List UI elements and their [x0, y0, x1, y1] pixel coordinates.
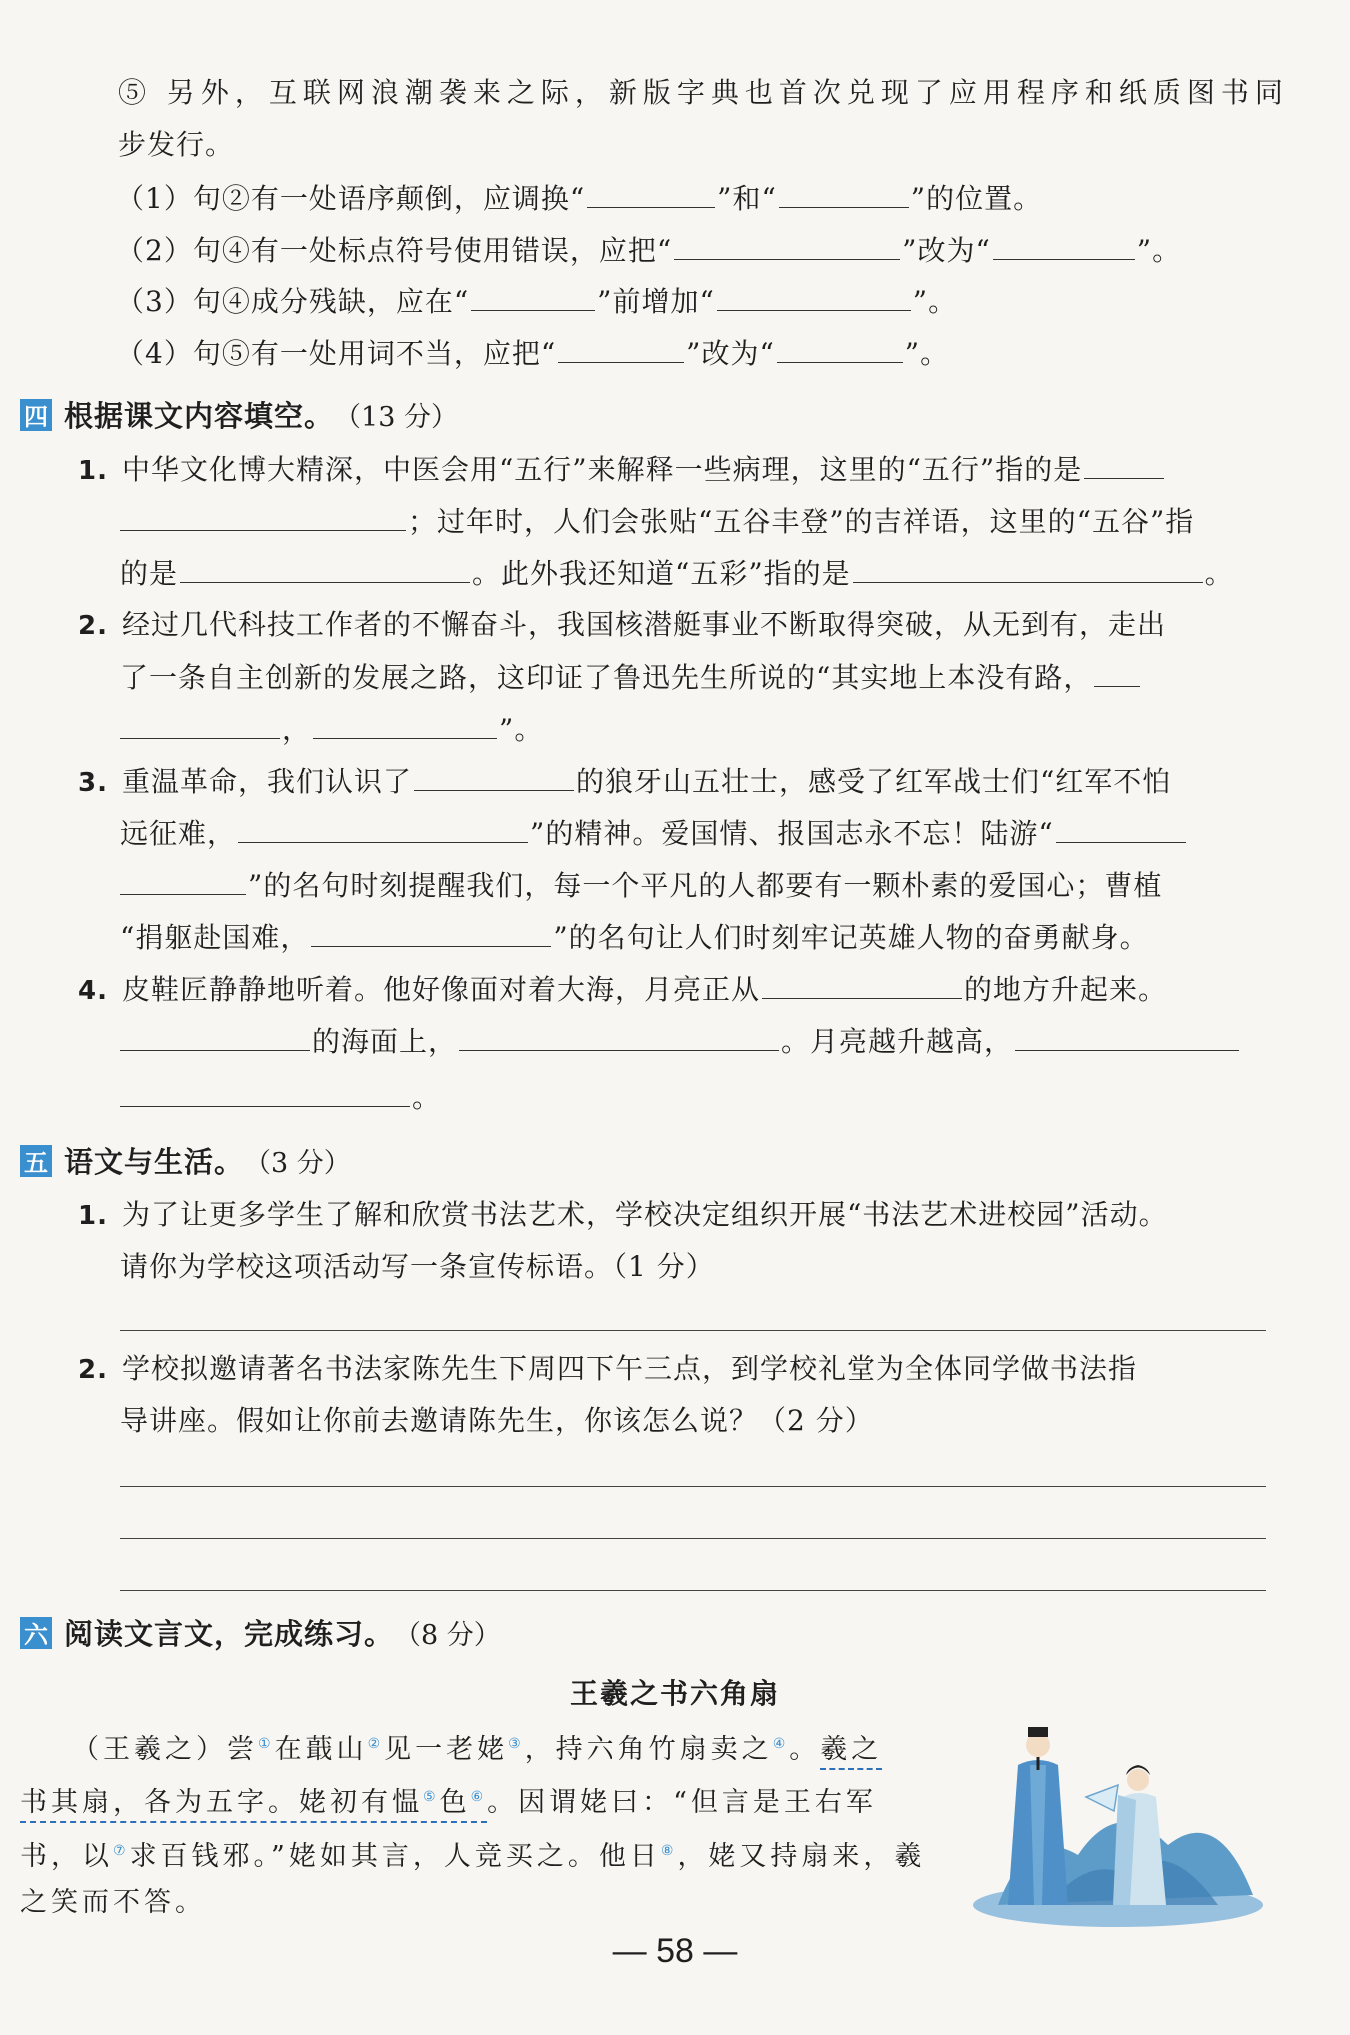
s4-item-2-blank-1[interactable] [1094, 660, 1140, 687]
s4-item-3-text-2b: ”的精神。爱国情、报国志永不忘！陆游“ [530, 817, 1054, 850]
section-4-title: 根据课文内容填空。 [64, 399, 335, 433]
underlined-sentence: 羲之 [820, 1734, 882, 1770]
s4-item-4-blank-4[interactable] [1015, 1024, 1239, 1051]
q1-text-b: ”和“ [717, 182, 777, 215]
s4-item-3-text-4a: “捐躯赴国难， [120, 921, 310, 954]
footnote-marker[interactable]: ① [258, 1736, 275, 1752]
passage-line-2 [20, 1780, 877, 1820]
s4-item-3-line-4 [120, 920, 1149, 955]
s4-item-4-blank-3[interactable] [459, 1024, 779, 1051]
q4-text-c: ”。 [904, 337, 950, 370]
s4-item-3-line-2 [120, 816, 1188, 851]
section-6-title: 阅读文言文，完成练习。 [64, 1617, 395, 1651]
s5-item-2-line-1 [78, 1352, 1137, 1387]
s4-item-2-text-3b: ”。 [499, 713, 544, 746]
s4-item-3-number: 3. [78, 768, 108, 798]
s5-item-2-text-1: 学校拟邀请著名书法家陈先生下周四下午三点，到学校礼堂为全体同学做书法指 [121, 1352, 1137, 1385]
s5-item-1-line-1 [78, 1198, 1168, 1233]
q2-blank-1[interactable] [674, 233, 900, 260]
s4-item-3-blank-3b[interactable] [120, 868, 246, 895]
passage-line-4: 之笑而不答。 [20, 1887, 206, 1918]
footnote-marker[interactable]: ⑥ [470, 1789, 488, 1805]
passage-text: ，姥又持扇来，羲 [677, 1841, 926, 1872]
s4-item-3-blank-1[interactable] [414, 764, 574, 791]
s4-item-4-blank-2[interactable] [120, 1024, 310, 1051]
q4-blank-2[interactable] [777, 336, 903, 363]
q3-text-c: ”。 [912, 285, 958, 318]
question-2 [116, 233, 1181, 268]
s4-item-4-text-2a: 的海面上， [312, 1025, 458, 1058]
passage-text: 书，以 [20, 1841, 113, 1872]
s5-item-2-answer-line-1[interactable] [120, 1486, 1266, 1487]
s4-item-3-blank-3[interactable] [1056, 816, 1186, 843]
s5-item-1-answer-line[interactable] [120, 1330, 1266, 1331]
section-6-badge: 六 [20, 1617, 52, 1649]
passage-text: 在蕺山 [274, 1734, 368, 1765]
q3-blank-2[interactable] [717, 284, 911, 311]
s4-item-3-text-2a: 远征难， [120, 817, 237, 850]
s4-item-1-text-3b: 。此外我还知道“五彩”指的是 [472, 557, 851, 590]
s4-item-1-blank-1b[interactable] [120, 504, 406, 531]
s4-item-1-blank-2[interactable] [180, 556, 470, 583]
section-6-points: （8 分） [394, 1620, 501, 1651]
s4-item-1-line-1 [78, 452, 1166, 488]
s4-item-4-text-1b: 的地方升起来。 [963, 973, 1167, 1006]
passage-line-1 [72, 1727, 882, 1767]
s4-item-4-number: 4. [78, 976, 108, 1006]
s4-item-4-line-2 [120, 1024, 1241, 1059]
s4-item-4-blank-4b[interactable] [120, 1080, 410, 1107]
question-1 [116, 181, 1042, 216]
q3-blank-1[interactable] [471, 284, 595, 311]
s4-item-1-blank-1[interactable] [1084, 452, 1164, 479]
s4-item-2-text-2: 了一条自主创新的发展之路，这印证了鲁迅先生所说的“其实地上本没有路， [120, 661, 1093, 694]
footnote-marker[interactable]: ⑧ [660, 1843, 678, 1859]
s5-item-1-text-1: 为了让更多学生了解和欣赏书法艺术，学校决定组织开展“书法艺术进校园”活动。 [121, 1198, 1168, 1231]
s4-item-2-line-3 [120, 712, 543, 747]
passage-text: 色 [439, 1787, 471, 1818]
illustration-wang-xizhi-and-old-woman [968, 1705, 1268, 1930]
s4-item-4-line-3 [120, 1080, 441, 1115]
page-number: — 58 — [612, 1932, 738, 1970]
passage-text: 求百钱邪。”姥如其言，人竞买之。他日 [129, 1841, 661, 1872]
q1-text-c: ”的位置。 [910, 182, 1043, 215]
passage-text: 见一老姥 [384, 1734, 509, 1765]
q3-text-a: （3）句④成分残缺，应在“ [116, 285, 470, 318]
q1-blank-2[interactable] [779, 181, 909, 208]
s5-item-1-number: 1. [78, 1201, 108, 1231]
s4-item-2-text-1: 经过几代科技工作者的不懈奋斗，我国核潜艇事业不断取得突破，从无到有，走出 [121, 608, 1166, 641]
passage-text: ，持六角竹扇卖之 [524, 1734, 773, 1765]
q2-text-c: ”。 [1136, 234, 1182, 267]
s5-item-2-line-2: 导讲座。假如让你前去邀请陈先生，你该怎么说？（2 分） [120, 1404, 874, 1437]
q1-text-a: （1）句②有一处语序颠倒，应调换“ [116, 182, 586, 215]
q2-text-b: ”改为“ [902, 234, 991, 267]
passage-text: 。因谓姥曰：“但言是王右军 [487, 1787, 877, 1818]
s4-item-3-text-1a: 重温革命，我们认识了 [121, 765, 412, 798]
footnote-marker[interactable]: ⑤ [423, 1789, 440, 1805]
s4-item-2-line-2 [120, 660, 1142, 695]
section-4-points: （13 分） [334, 402, 458, 433]
s4-item-4-blank-1[interactable] [762, 972, 962, 999]
section-5-points: （3 分） [244, 1148, 351, 1179]
sentence-5-line-1: ⑤ 另外，互联网浪潮袭来之际，新版字典也首次兑现了应用程序和纸质图书同 [118, 76, 1289, 109]
q1-blank-1[interactable] [587, 181, 715, 208]
s4-item-2-blank-1b[interactable] [120, 712, 280, 739]
s4-item-1-line-3 [120, 556, 1234, 591]
s4-item-2-line-1 [78, 608, 1166, 643]
s4-item-1-text-1: 中华文化博大精深，中医会用“五行”来解释一些病理，这里的“五行”指的是 [121, 453, 1083, 486]
s4-item-2-blank-2[interactable] [313, 712, 497, 739]
s4-item-1-text-3c: 。 [1204, 557, 1234, 590]
s5-item-2-answer-line-2[interactable] [120, 1538, 1266, 1539]
section-4-badge: 四 [20, 399, 52, 431]
section-5-badge: 五 [20, 1145, 52, 1177]
s5-item-1-line-2: 请你为学校这项活动写一条宣传标语。（1 分） [120, 1250, 715, 1283]
section-5-header [20, 1140, 351, 1181]
s4-item-3-text-3: ”的名句时刻提醒我们，每一个平凡的人都要有一颗朴素的爱国心；曹植 [248, 869, 1163, 902]
s4-item-3-text-1b: 的狼牙山五壮士，感受了红军战士们“红军不怕 [575, 765, 1172, 798]
underlined-sentence [20, 1787, 487, 1823]
passage-line-3 [20, 1834, 925, 1874]
s4-item-1-number: 1. [78, 456, 108, 486]
s4-item-3-line-1 [78, 764, 1171, 800]
passage-text: 。 [789, 1734, 821, 1765]
s4-item-1-text-2: ；过年时，人们会张贴“五谷丰登”的吉祥语，这里的“五谷”指 [408, 505, 1195, 538]
footnote-marker[interactable]: ③ [508, 1736, 525, 1752]
sentence-5-line-2: 步发行。 [118, 128, 235, 161]
s4-item-3-blank-2[interactable] [238, 816, 528, 843]
section-5-title: 语文与生活。 [64, 1145, 245, 1179]
q2-text-a: （2）句④有一处标点符号使用错误，应把“ [116, 234, 673, 267]
s5-item-2-answer-line-3[interactable] [120, 1590, 1266, 1591]
s4-item-2-number: 2. [78, 611, 108, 641]
question-4 [116, 336, 949, 371]
q4-text-b: ”改为“ [686, 337, 775, 370]
s5-item-2-number: 2. [78, 1355, 108, 1385]
footnote-marker[interactable]: ② [367, 1736, 385, 1752]
q2-blank-2[interactable] [993, 233, 1135, 260]
s4-item-1-blank-3[interactable] [853, 556, 1203, 583]
footnote-marker[interactable]: ⑦ [113, 1843, 130, 1859]
s4-item-4-text-1a: 皮鞋匠静静地听着。他好像面对着大海，月亮正从 [121, 973, 760, 1006]
q4-text-a: （4）句⑤有一处用词不当，应把“ [116, 337, 557, 370]
s4-item-3-blank-4[interactable] [311, 920, 551, 947]
s4-item-2-text-3a: ， [282, 713, 312, 746]
section-6-header [20, 1612, 501, 1653]
s4-item-4-text-2b: 。月亮越升越高， [781, 1025, 1014, 1058]
section-4-header [20, 394, 458, 435]
passage-text: 书其扇，各为五字。姥初有愠 [20, 1787, 423, 1818]
s4-item-3-line-3 [120, 868, 1162, 903]
illustration-svg [968, 1705, 1268, 1930]
question-3 [116, 284, 957, 319]
s4-item-1-text-3a: 的是 [120, 557, 179, 590]
q4-blank-1[interactable] [558, 336, 684, 363]
s4-item-3-text-4b: ”的名句让人们时刻牢记英雄人物的奋勇献身。 [553, 921, 1149, 954]
s4-item-4-line-1 [78, 972, 1167, 1008]
passage-title: 王羲之书六角扇 [569, 1677, 780, 1710]
s4-item-1-line-2 [120, 504, 1194, 539]
q3-text-b: ”前增加“ [597, 285, 715, 318]
footnote-marker[interactable]: ④ [772, 1736, 790, 1752]
s4-item-4-text-3: 。 [412, 1081, 442, 1114]
passage-text: （王羲之）尝 [72, 1734, 258, 1765]
